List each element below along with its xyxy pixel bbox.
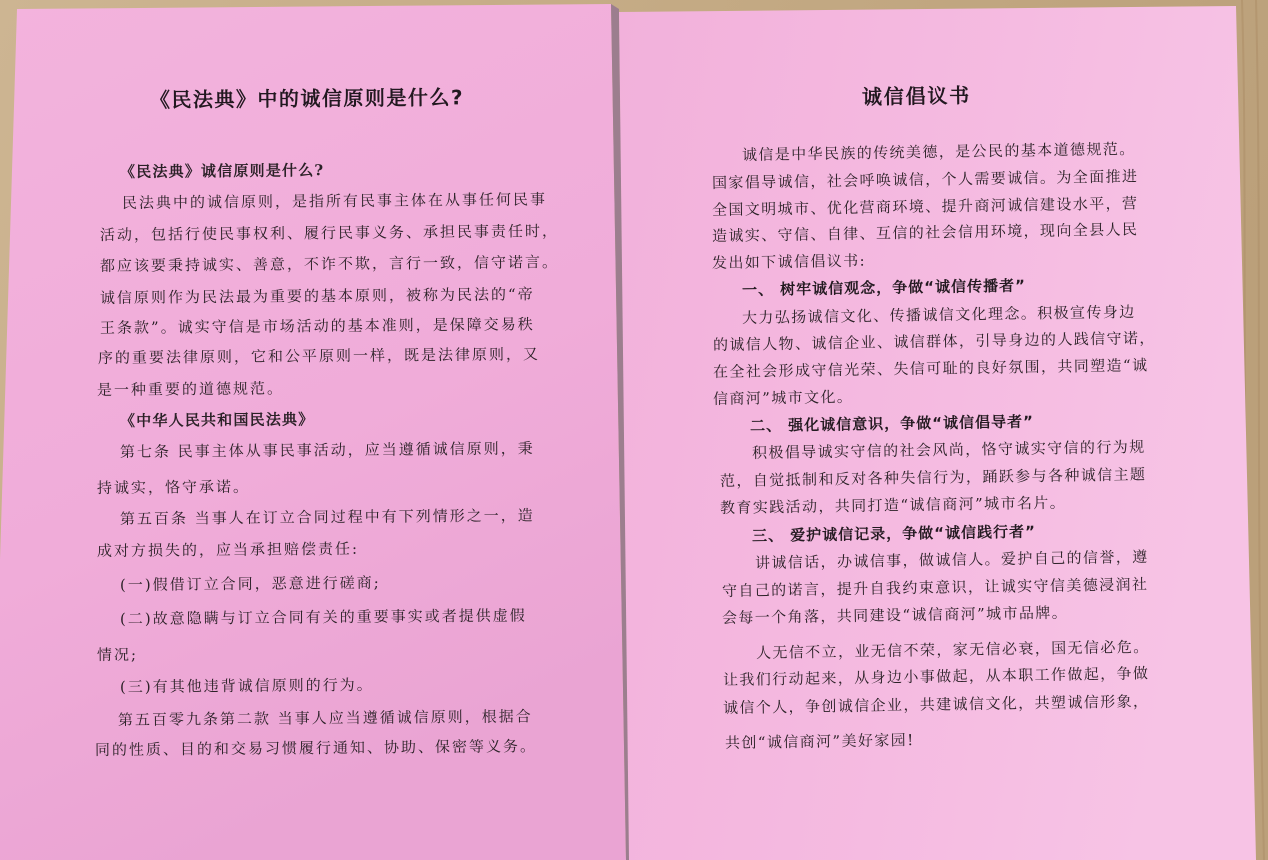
text-line: 讲诚信话，办诚信事，做诚信人。爱护自己的信誉，遵	[754, 547, 1149, 572]
text-line: 发出如下诚信倡议书:	[711, 251, 867, 272]
text-line: 范，自觉抵制和反对各种失信行为，踊跃参与各种诚信主题	[719, 465, 1147, 490]
text-line: 共创“诚信商河”美好家园!	[724, 731, 915, 752]
text-line: 诚信原则作为民法最为重要的基本原则，被称为民法的“帝	[99, 285, 535, 307]
article-line: 第七条 民事主体从事民事活动，应当遵循诚信原则，秉	[119, 439, 535, 461]
article-item: (二)故意隐瞒与订立合同有关的重要事实或者提供虚假	[119, 606, 527, 628]
article-item: (一)假借订立合同，恶意进行磋商;	[119, 573, 381, 594]
article-item: (三)有其他违背诚信原则的行为。	[119, 675, 374, 696]
article-line: 成对方损失的，应当承担赔偿责任:	[96, 539, 360, 560]
text-line: 王条款”。诚实守信是市场活动的基本准则，是保障交易秩	[99, 315, 535, 337]
article-line: 第五百条 当事人在订立合同过程中有下列情形之一，造	[119, 506, 535, 528]
text-line: 大力弘扬诚信文化、传播诚信文化理念。积极宣传身边	[741, 302, 1136, 327]
text-line: 积极倡导诚实守信的社会风尚，恪守诚实守信的行为规	[751, 437, 1146, 462]
text-line: 会每一个角落，共同建设“诚信商河”城市品牌。	[721, 603, 1069, 627]
text-line: 国家倡导诚信，社会呼唤诚信，个人需要诚信。为全面推进	[711, 167, 1139, 192]
text-line: 在全社会形成守信光荣、失信可耻的良好氛围，共同塑造“诚	[712, 356, 1149, 381]
text-line: 民法典中的诚信原则，是指所有民事主体在从事任何民事	[121, 190, 548, 212]
text-line: 都应该要秉持诚实、善意，不诈不欺，言行一致，信守诺言。	[99, 252, 560, 275]
section-heading: 《民法典》诚信原则是什么?	[119, 161, 325, 181]
article-line: 第五百零九条第二款 当事人应当遵循诚信原则，根据合	[117, 707, 533, 729]
text-line: 全国文明城市、优化营商环境、提升商河诚信建设水平，营	[711, 194, 1139, 219]
text-line: 守自己的诺言，提升自我约束意识，让诚实守信美德浸润社	[721, 575, 1149, 600]
text-line: 是一种重要的道德规范。	[96, 379, 285, 399]
section-heading: 三、 爱护诚信记录，争做“诚信践行者”	[751, 522, 1037, 545]
right-page-title: 诚信倡议书	[861, 83, 972, 109]
text-line: 诚信是中华民族的传统美德，是公民的基本道德规范。	[741, 139, 1136, 164]
article-item: 情况;	[96, 645, 139, 664]
text-line: 的诚信人物、诚信企业、诚信群体，引导身边的人践信守诺，	[712, 329, 1156, 354]
text-line: 让我们行动起来，从身边小事做起，从本职工作做起，争做	[722, 664, 1150, 689]
left-page-title: 《民法典》中的诚信原则是什么?	[149, 85, 465, 112]
section-heading: 一、 树牢诚信观念，争做“诚信传播者”	[741, 276, 1027, 299]
text-line: 人无信不立，业无信不荣，家无信必衰，国无信必危。	[755, 637, 1150, 662]
text-line: 造诚实、守信、自律、互信的社会信用环境，现向全县人民	[711, 220, 1139, 245]
text-line: 活动，包括行使民事权利、履行民事义务、承担民事责任时，	[99, 221, 560, 244]
text-line: 信商河”城市文化。	[712, 387, 854, 408]
text-line: 诚信个人，争创诚信企业，共建诚信文化，共塑诚信形象，	[722, 692, 1150, 717]
text-line: 教育实践活动，共同打造“诚信商河”城市名片。	[719, 493, 1067, 517]
section-heading: 《中华人民共和国民法典》	[119, 410, 315, 430]
article-line: 持诚实，恪守承诺。	[96, 477, 251, 497]
article-line: 同的性质、目的和交易习惯履行通知、协助、保密等义务。	[94, 737, 538, 759]
text-line: 序的重要法律原则，它和公平原则一样，既是法律原则，又	[97, 345, 541, 367]
section-heading: 二、 强化诚信意识，争做“诚信倡导者”	[749, 412, 1035, 435]
